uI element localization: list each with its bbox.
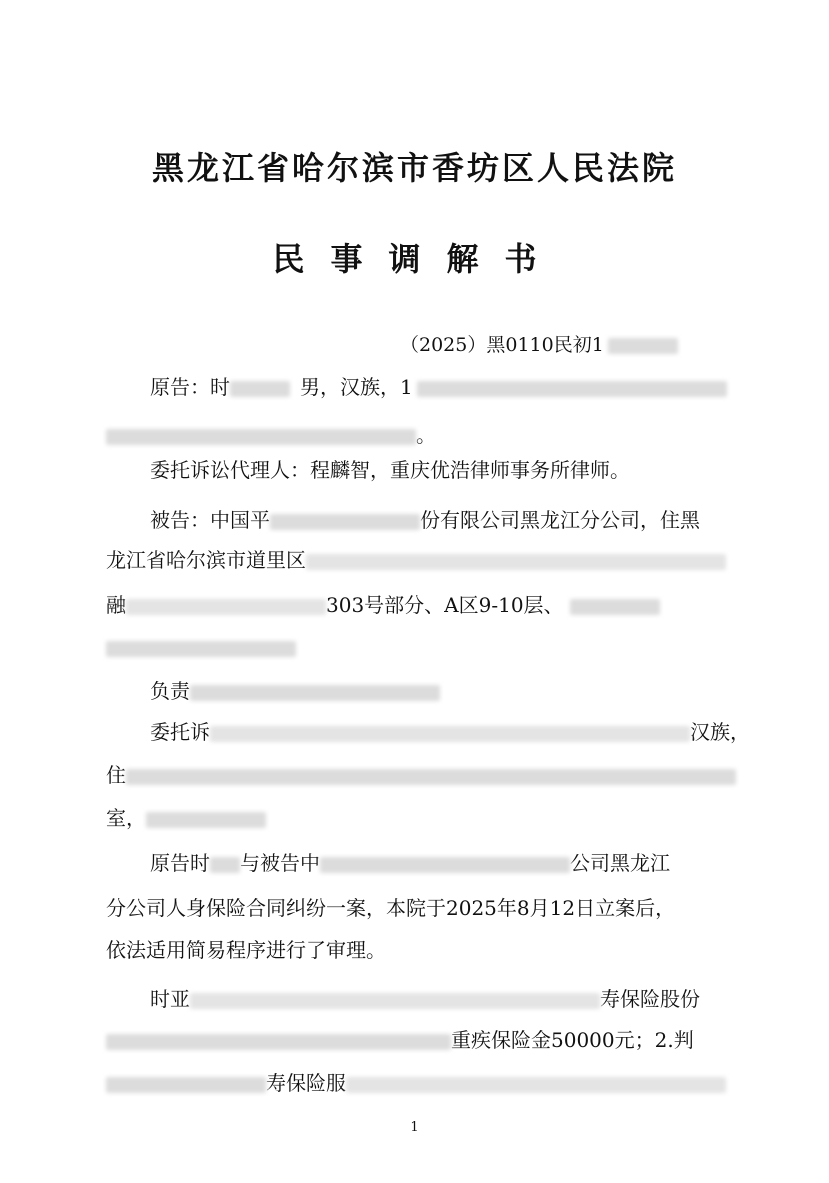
claims-line-1: 时亚 寿保险股份 <box>150 987 700 1011</box>
defendant-agent-line-2: 住 <box>106 760 736 790</box>
claims-line-3: 寿保险服 <box>106 1068 726 1098</box>
defendant-line-1: 被告：中国平 份有限公司黑龙江分公司，住黑 <box>150 508 700 532</box>
defendant-principal-line: 负责 <box>150 676 440 706</box>
plaintiff-line-1: 原告：时 男，汉族，1 <box>150 372 727 402</box>
defendant-line-3: 融 303号部分、A区9-10层、 <box>106 590 660 620</box>
court-name: 黑龙江省哈尔滨市香坊区人民法院 <box>151 149 677 187</box>
document-type-title: 民事调解书 <box>272 240 563 278</box>
case-intro-line-1: 原告时 与被告中 公司黑龙江 <box>150 851 670 875</box>
defendant-line-4 <box>106 632 296 662</box>
defendant-line-2: 龙江省哈尔滨市道里区 <box>106 545 726 575</box>
defendant-agent-line-1: 委托诉 汉族， <box>150 720 750 744</box>
claims-line-2: 重疾保险金50000元；2.判 <box>106 1025 694 1055</box>
page-number: 1 <box>410 1120 419 1135</box>
defendant-agent-line-3: 室， <box>106 803 266 833</box>
plaintiff-line-2: 。 <box>106 420 436 450</box>
case-intro-line-2: 分公司人身保险合同纠纷一案，本院于2025年8月12日立案后， <box>106 896 676 920</box>
plaintiff-agent-line: 委托诉讼代理人：程麟智，重庆优浩律师事务所律师。 <box>150 458 630 482</box>
case-intro-line-3: 依法适用简易程序进行了审理。 <box>106 938 386 962</box>
case-number: （2025）黑0110民初1 <box>400 330 678 357</box>
